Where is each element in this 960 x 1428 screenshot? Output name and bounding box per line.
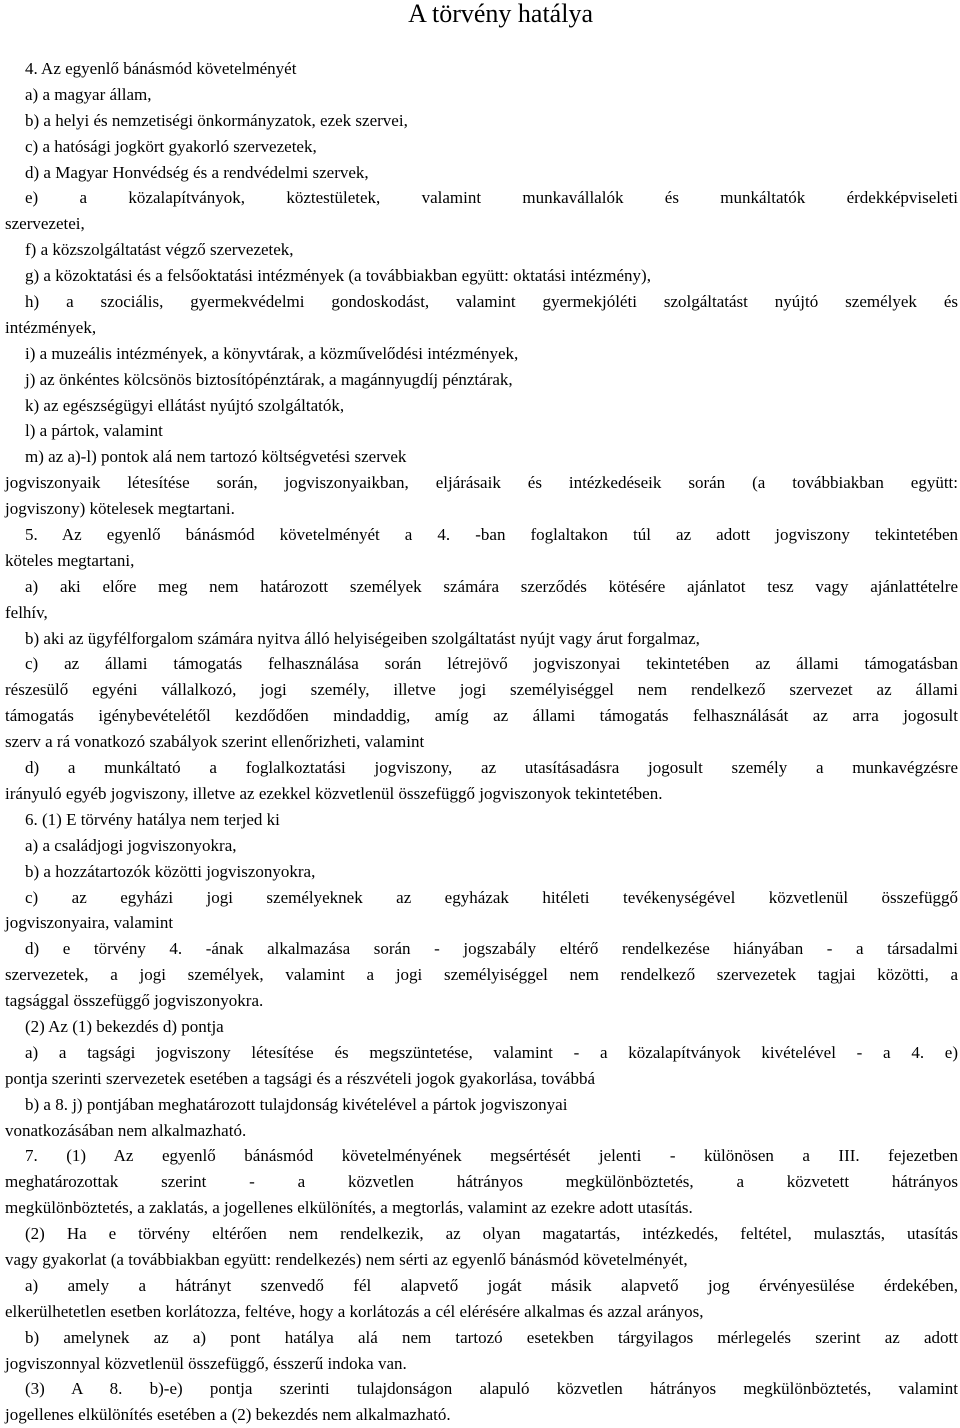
text-line: köteles megtartani, <box>5 550 135 570</box>
text-line: megkülönböztetés, a zaklatás, a jogellenes elkülönítés, a megtorlás, valamint az ezekre adott utasítás. <box>5 1198 693 1218</box>
text-line: i) a muzeális intézmények, a könyvtárak, a közművelődési intézmények, <box>25 343 519 363</box>
text-line: (2) Az (1) bekezdés d) pontja <box>25 1016 224 1036</box>
page-title: A törvény hatálya <box>408 0 593 28</box>
text-line: b) a 8. j) pontjában meghatározott tulajdonság kivételével a pártok jogviszonyai <box>25 1094 568 1114</box>
law-text-body <box>5 56 958 1428</box>
text-line: d) e törvény 4. -ának alkalmazása során - jogszabály eltérő rendelkezése hiányában - a társadalmi <box>25 939 958 959</box>
text-line: felhív, <box>5 602 48 622</box>
text-line: j) az önkéntes kölcsönös biztosítópénztárak, a magánnyugdíj pénztárak, <box>25 369 513 389</box>
text-line: 5. Az egyenlő bánásmód követelményét a 4. -ban foglaltakon túl az adott jogviszony tekintetében <box>25 525 958 545</box>
text-line: m) az a)-l) pontok alá nem tartozó költségvetési szervek <box>25 447 407 467</box>
text-line: d) a Magyar Honvédség és a rendvédelmi szervek, <box>25 162 369 182</box>
text-line: b) a helyi és nemzetiségi önkormányzatok, ezek szervei, <box>25 110 408 130</box>
text-line: jogviszonnyal közvetlenül összefüggő, ésszerű indoka van. <box>5 1353 407 1373</box>
text-line: szervezetei, <box>5 214 85 234</box>
text-line: a) a családjogi jogviszonyokra, <box>25 835 237 855</box>
text-line: e) a közalapítványok, köztestületek, valamint munkavállalók és munkáltatók érdekképviseleti <box>25 188 958 208</box>
text-line: tagsággal összefüggő jogviszonyokra. <box>5 991 264 1011</box>
text-line: jogviszonyaira, valamint <box>5 913 174 933</box>
text-line: a) a magyar állam, <box>25 84 152 104</box>
text-line: c) az állami támogatás felhasználása során létrejövő jogviszonyai tekintetében az állami támogatásban <box>25 654 958 674</box>
text-line: a) aki előre meg nem határozott személyek számára szerződés kötésére ajánlatot tesz vagy ajánlattételre <box>25 576 958 596</box>
text-line: vonatkozásában nem alkalmazható. <box>5 1120 247 1140</box>
text-line: g) a közoktatási és a felsőoktatási intézmények (a továbbiakban együtt: oktatási intézmény), <box>25 266 651 286</box>
text-line: b) aki az ügyfélforgalom számára nyitva álló helyiségeiben szolgáltatást nyújt vagy árut forgalmaz, <box>25 628 700 648</box>
text-line: c) a hatósági jogkört gyakorló szervezetek, <box>25 136 317 156</box>
text-line: a) amely a hátrányt szenvedő fél alapvető jogát másik alapvető jog érvényesülése érdekében, <box>25 1275 958 1295</box>
text-line: meghatározottak szerint - a közvetlen hátrányos megkülönböztetés, a közvetett hátrányos <box>5 1172 958 1192</box>
text-line: k) az egészségügyi ellátást nyújtó szolgáltatók, <box>25 395 345 415</box>
text-line: b) a hozzátartozók közötti jogviszonyokra, <box>25 861 316 881</box>
text-line: (2) Ha e törvény eltérően nem rendelkezik, az olyan magatartás, intézkedés, feltétel, mulasztás, utasítás <box>25 1224 958 1244</box>
text-line: jogviszonyaik létesítése során, jogviszonyaikban, eljárásaik és intézkedéseik során (a továbbiakban együtt: <box>5 473 958 493</box>
text-line: 4. Az egyenlő bánásmód követelményét <box>25 59 297 78</box>
text-line: irányuló egyéb jogviszony, illetve az ezekkel közvetlenül összefüggő jogviszonyok tekintetében. <box>5 783 663 803</box>
text-line: elkerülhetetlen esetben korlátozza, feltéve, hogy a korlátozás a cél elérésére alkalmas és azzal arányos, <box>5 1301 704 1321</box>
text-line: h) a szociális, gyermekvédelmi gondoskodást, valamint gyermekjóléti szolgáltatást nyújtó személyek és <box>25 292 958 312</box>
text-line: (3) A 8. b)-e) pontja szerinti tulajdonságon alapuló közvetlen hátrányos megkülönböztetés, valamint <box>25 1379 958 1399</box>
text-line: támogatás igénybevételétől kezdődően mindaddig, amíg az állami támogatás felhasználását az arra jogosult <box>5 706 958 726</box>
text-line: jogviszony) kötelesek megtartani. <box>5 499 235 519</box>
text-line: 7. (1) Az egyenlő bánásmód követelményének megsértését jelenti - különösen a III. fejezetben <box>25 1146 958 1166</box>
text-line: d) a munkáltató a foglalkoztatási jogviszony, az utasításadásra jogosult személy a munkavégzésre <box>25 758 958 778</box>
text-line: intézmények, <box>5 317 97 337</box>
text-line: 6. (1) E törvény hatálya nem terjed ki <box>25 809 280 829</box>
text-line: részesülő egyéni vállalkozó, jogi személy, illetve jogi személyiséggel nem rendelkező szervezet az állami <box>5 680 958 700</box>
text-line: jogellenes elkülönítés esetében a (2) bekezdés nem alkalmazható. <box>5 1405 451 1425</box>
text-line: szervezetek, a jogi személyek, valamint a jogi személyiséggel nem rendelkező szervezetek tagjai közötti, a <box>5 965 958 985</box>
text-line: szerv a rá vonatkozó szabályok szerint ellenőrizheti, valamint <box>5 732 425 752</box>
text-line: c) az egyházi jogi személyeknek az egyházak hitéleti tevékenységével közvetlenül összefüggő <box>25 887 958 907</box>
text-line: f) a közszolgáltatást végző szervezetek, <box>25 240 294 260</box>
text-line: pontja szerinti szervezetek esetében a tagsági és a részvételi jogok gyakorlása, továbbá <box>5 1068 596 1088</box>
text-line: b) amelynek az a) pont hatálya alá nem tartozó esetekben tárgyilagos mérlegelés szerint az adott <box>25 1327 958 1347</box>
text-line: vagy gyakorlat (a továbbiakban együtt: rendelkezés) nem sérti az egyenlő bánásmód követelményét, <box>5 1249 688 1269</box>
text-line: a) a tagsági jogviszony létesítése és megszüntetése, valamint - a közalapítványok kivételével - a 4. e) <box>25 1042 958 1062</box>
text-line: l) a pártok, valamint <box>25 421 163 441</box>
